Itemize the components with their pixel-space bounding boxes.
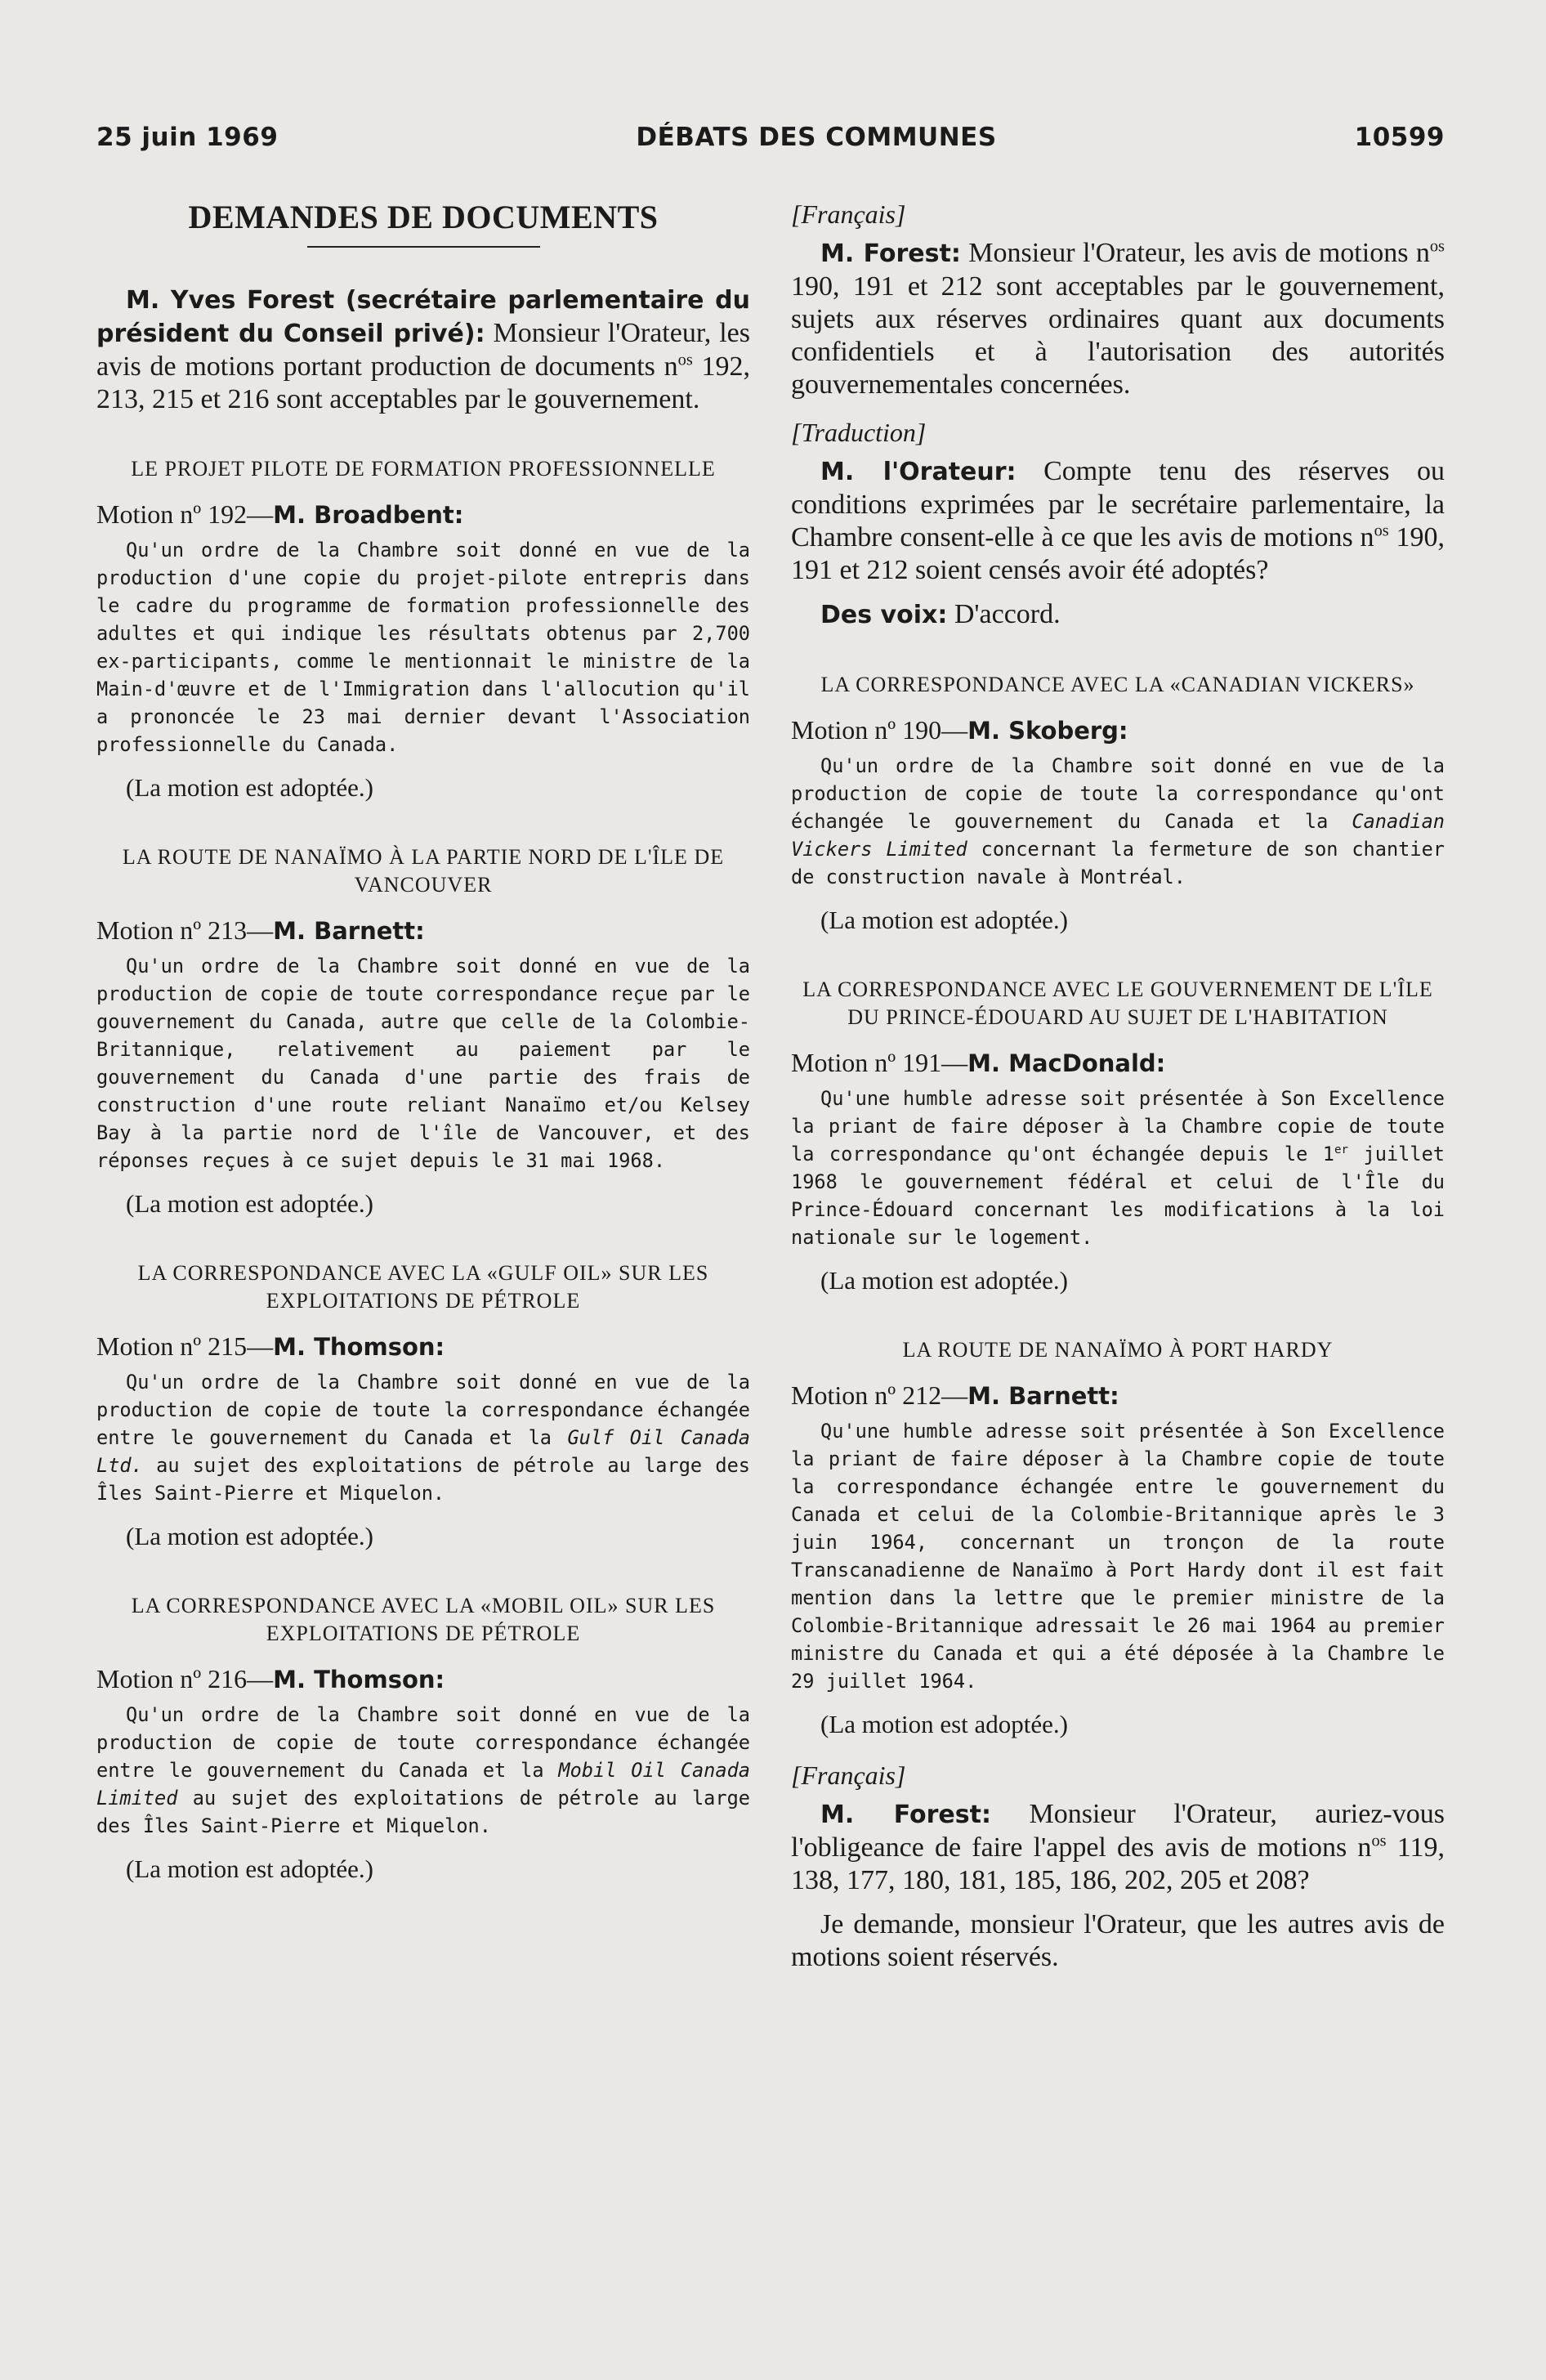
running-head (96, 123, 1445, 152)
motion-text-part: Qu'un ordre de la Chambre soit donné en vue de la production de copie de toute la correspondance échangée entre le gouvernement du Canada et la (96, 1371, 750, 1449)
forest-paragraph (791, 237, 1445, 401)
motion-mover: M. Barnett: (967, 1382, 1119, 1410)
motion-216-heading: LA CORRESPONDANCE AVEC LA «MOBIL OIL» SUR LES EXPLOITATIONS DE PÉTROLE (131, 1594, 716, 1645)
motion-mover: M. Skoberg: (967, 717, 1128, 745)
motion-216-line (96, 1662, 750, 1696)
motion-label: Motion nº 212— (791, 1380, 968, 1410)
motion-label: Motion nº 190— (791, 715, 968, 745)
motion-192-text: Qu'un ordre de la Chambre soit donné en vue de la production d'une copie du projet-pilote entrepris dans le cadre du programme de formation professionnelle des adultes et qui indique les résultats obtenus par 2,700 ex-participants, comme le mentionnait le ministre de la Main-d'œuvre et de l'Immigration dans l'allocution qu'il a prononcée le 23 mai dernier devant l'Association professionnelle du Canada. (96, 539, 750, 756)
motion-213-adopted: (La motion est adoptée.) (126, 1189, 374, 1218)
company-name: Gulf Oil Canada Ltd. (96, 1426, 750, 1477)
motion-215-line (96, 1330, 750, 1363)
motion-label: Motion nº 215— (96, 1331, 274, 1361)
motion-text-part: juillet 1968 le gouvernement fédéral et celui de l'Île du Prince-Édouard concernant les modifications à la loi nationale sur le logement. (791, 1143, 1445, 1249)
motion-mover: M. Barnett: (273, 917, 425, 945)
plural-mark: os (677, 351, 693, 369)
motion-215-text (96, 1368, 750, 1507)
closing-paragraph: Je demande, monsieur l'Orateur, que les autres avis de motions soient réservés. (791, 1909, 1445, 1972)
motion-mover: M. Thomson: (273, 1333, 445, 1361)
motion-mover: M. MacDonald: (967, 1049, 1166, 1077)
plural-mark: os (1374, 521, 1389, 540)
motion-190-text (791, 752, 1445, 891)
motion-192-heading: LE PROJET PILOTE DE FORMATION PROFESSIONNELLE (131, 457, 716, 481)
two-column-body (96, 198, 1445, 1985)
company-name: Canadian Vickers Limited (791, 810, 1445, 861)
speech-text: Monsieur l'Orateur, les avis de motions n (960, 238, 1430, 268)
right-column (791, 198, 1445, 1985)
motion-192-adopted: (La motion est adoptée.) (126, 773, 374, 802)
motion-216-text (96, 1701, 750, 1840)
speaker-name: Des voix: (820, 601, 948, 629)
section-title-rule (307, 246, 540, 248)
motion-191-line (791, 1046, 1445, 1080)
speech-text: D'accord. (947, 599, 1061, 629)
motion-text-part: au sujet des exploitations de pétrole au large des Îles Saint-Pierre et Miquelon. (96, 1787, 750, 1837)
speaker-name: M. Forest: (820, 239, 961, 268)
motion-213-text: Qu'un ordre de la Chambre soit donné en vue de la production de copie de toute correspondance reçue par le gouvernement du Canada, autre que celle de la Colombie-Britannique, relativement au paiement par le gouvernement du Canada d'une partie des frais de construction d'une route reliant Nanaïmo et/ou Kelsey Bay à la partie nord de l'île de Vancouver, et des réponses reçues à ce sujet depuis le 31 mai 1968. (96, 955, 750, 1172)
motion-213-heading: LA ROUTE DE NANAÏMO À LA PARTIE NORD DE L'ÎLE DE VANCOUVER (122, 845, 725, 897)
motion-190-heading: LA CORRESPONDANCE AVEC LA «CANADIAN VICKERS» (820, 673, 1415, 696)
language-marker: [Français] (791, 1760, 906, 1790)
speaker-name: M. Forest: (820, 1801, 991, 1829)
header-page-number: 10599 (1354, 123, 1445, 152)
speech-text: Compte tenu des réserves ou conditions exprimées par le secrétaire parlementaire, la Chambre consent-elle à ce que les avis de motions n (791, 456, 1445, 552)
intro-text-b: 192, 213, 215 et 216 sont acceptables par le gouvernement. (96, 351, 751, 414)
speech-text: 119, 138, 177, 180, 181, 185, 186, 202, 205 et 208? (791, 1832, 1445, 1895)
motion-191-heading: LA CORRESPONDANCE AVEC LE GOUVERNEMENT DE L'ÎLE DU PRINCE-ÉDOUARD AU SUJET DE L'HABITATION (802, 978, 1433, 1029)
motion-label: Motion nº 213— (96, 915, 274, 945)
motion-text-part: au sujet des exploitations de pétrole au large des Îles Saint-Pierre et Miquelon. (96, 1454, 750, 1505)
motion-label: Motion nº 191— (791, 1048, 968, 1077)
motion-mover: M. Thomson: (273, 1666, 445, 1693)
plural-mark: os (1429, 237, 1445, 256)
motion-190-adopted: (La motion est adoptée.) (820, 906, 1069, 934)
speech-text: 190, 191 et 212 soient censés avoir été adoptés? (791, 522, 1445, 585)
motion-212-line (791, 1379, 1445, 1412)
speaker-paragraph (791, 455, 1445, 587)
header-date: 25 juin 1969 (96, 123, 279, 152)
motion-215-adopted: (La motion est adoptée.) (126, 1522, 374, 1550)
company-name: Mobil Oil Canada Limited (96, 1759, 750, 1810)
motion-text-part: concernant la fermeture de son chantier de construction navale à Montréal. (791, 838, 1445, 888)
motion-text-part: Qu'un ordre de la Chambre soit donné en vue de la production de copie de toute la correspondance qu'ont échangée le gouvernement du Canada et la (791, 754, 1445, 833)
intro-text-a: Monsieur l'Orateur, les avis de motions portant production de documents n (96, 318, 750, 382)
motion-mover: M. Broadbent: (273, 501, 464, 529)
motion-212-adopted: (La motion est adoptée.) (820, 1710, 1069, 1738)
plural-mark: os (1371, 1832, 1387, 1850)
motion-191-adopted: (La motion est adoptée.) (820, 1266, 1069, 1295)
section-title: DEMANDES DE DOCUMENTS (188, 199, 659, 235)
forest-request-paragraph (791, 1798, 1445, 1897)
motion-label: Motion nº 192— (96, 499, 274, 529)
header-publication: DÉBATS DES COMMUNES (636, 123, 997, 152)
motion-212-text: Qu'une humble adresse soit présentée à Son Excellence la priant de faire déposer à la Chambre copie de toute la correspondance échangée entre le gouvernement du Canada et celui de la Colombie-Britannique après le 3 juin 1964, concernant un tronçon de la route Transcanadienne de Nanaïmo à Port Hardy dont il est fait mention dans la lettre que le premier ministre de la Colombie-Britannique adressait le 26 mai 1964 au premier ministre du Canada et qui a été déposée à la Chambre le 29 juillet 1964. (791, 1420, 1445, 1693)
intro-paragraph (96, 284, 750, 416)
speech-text: Monsieur l'Orateur, auriez-vous l'obligeance de faire l'appel des avis de motions n (791, 1799, 1445, 1863)
language-marker: [Français] (791, 199, 906, 229)
speaker-name: M. Yves Forest (secrétaire parlementaire du président du Conseil privé): (96, 286, 750, 348)
motion-216-adopted: (La motion est adoptée.) (126, 1854, 374, 1883)
motion-text-part: Qu'une humble adresse soit présentée à Son Excellence la priant de faire déposer à la Chambre copie de toute la correspondance qu'ont échangée depuis le 1 (791, 1087, 1445, 1165)
speaker-name: M. l'Orateur: (820, 458, 1017, 486)
voices-paragraph (791, 598, 1445, 632)
motion-190-line (791, 714, 1445, 747)
ordinal-mark: er (1334, 1143, 1349, 1157)
motion-215-heading: LA CORRESPONDANCE AVEC LA «GULF OIL» SUR LES EXPLOITATIONS DE PÉTROLE (137, 1261, 709, 1313)
left-column (96, 198, 750, 1985)
translation-marker: [Traduction] (791, 418, 927, 447)
motion-label: Motion nº 216— (96, 1664, 274, 1693)
motion-212-heading: LA ROUTE DE NANAÏMO À PORT HARDY (902, 1338, 1334, 1362)
motion-192-line (96, 498, 750, 531)
motion-213-line (96, 914, 750, 947)
speech-text: 190, 191 et 212 sont acceptables par le gouvernement, sujets aux réserves ordinaires quant aux documents confidentiels et à l'autorisation des autorités gouvernementales concernées. (791, 271, 1445, 400)
motion-text-part: Qu'un ordre de la Chambre soit donné en vue de la production de copie de toute correspondance échangée entre le gouvernement du Canada et la (96, 1703, 750, 1782)
motion-191-text (791, 1085, 1445, 1251)
